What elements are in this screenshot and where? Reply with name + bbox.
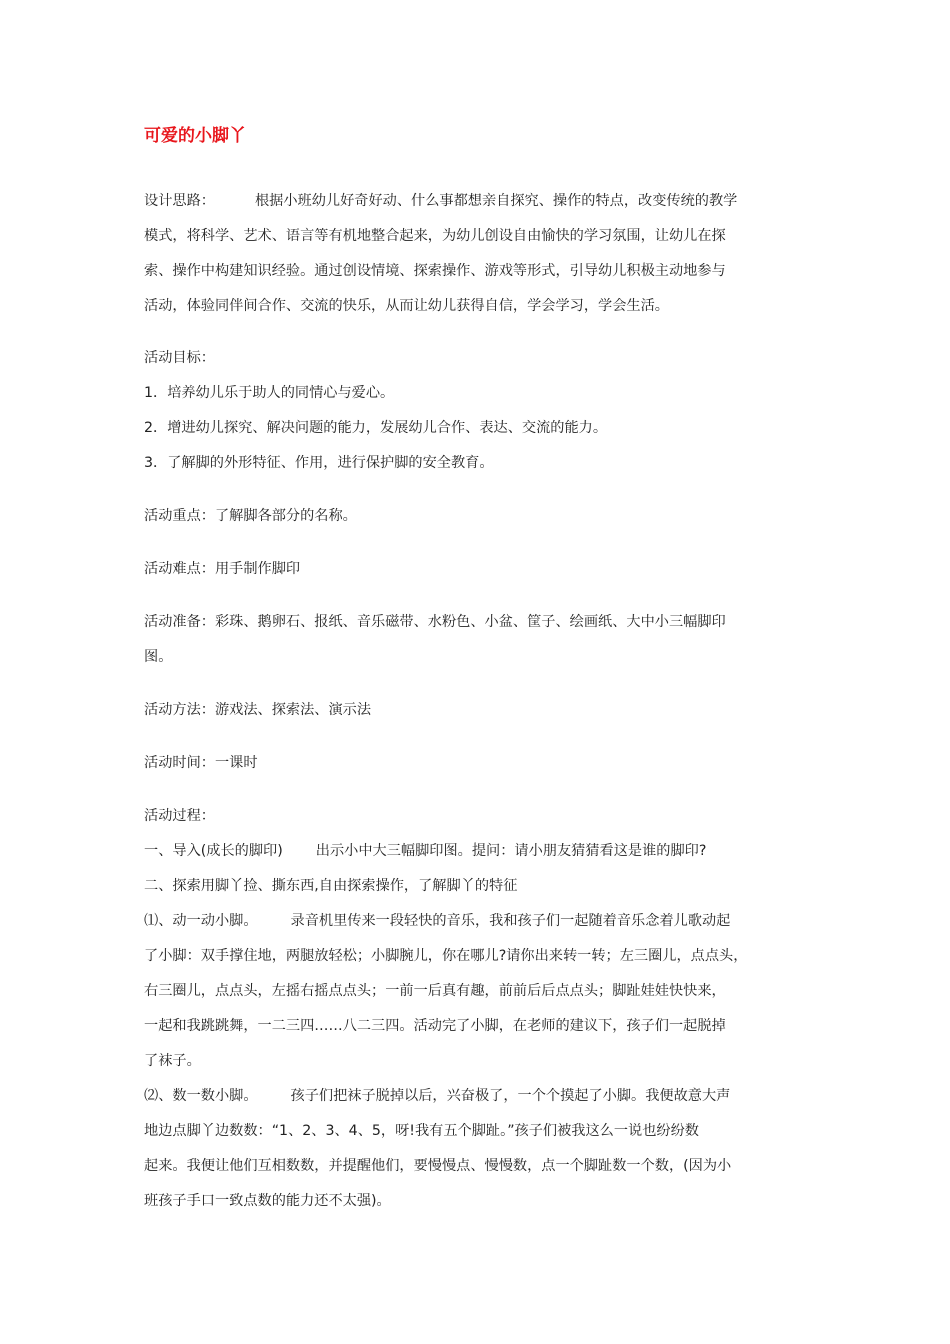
sub2-line: 地边点脚丫边数数：“1、2、3、4、5，呀!我有五个脚趾。”孩子们被我这么一说也纷纷数 bbox=[144, 1123, 699, 1139]
sub1-line: 一起和我跳跳舞，一二三四……八二三四。活动完了小脚，在老师的建议下，孩子们一起脱掉 bbox=[144, 1018, 726, 1034]
process-section bbox=[144, 799, 819, 1219]
design-label: 设计思路： bbox=[144, 193, 215, 209]
sub1-line: 了小脚：双手撑住地，两腿放轻松；小脚腕儿，你在哪儿?请你出来转一转；左三圈儿，点点头， bbox=[144, 948, 748, 964]
preparation-line: 图。 bbox=[144, 649, 173, 665]
step1-body: 出示小中大三幅脚印图。提问：请小朋友猜猜看这是谁的脚印? bbox=[315, 843, 707, 859]
time: 活动时间：一课时 bbox=[144, 755, 258, 771]
sub1-line: 录音机里传来一段轻快的音乐，我和孩子们一起随着音乐念着儿歌动起 bbox=[290, 913, 731, 929]
preparation-section bbox=[144, 605, 819, 675]
design-line: 活动，体验同伴间合作、交流的快乐，从而让幼儿获得自信，学会学习，学会生活。 bbox=[144, 298, 669, 314]
goal-item: 2．增进幼儿探究、解决问题的能力，发展幼儿合作、表达、交流的能力。 bbox=[144, 420, 608, 436]
step1-head: 一、导入(成长的脚印) bbox=[144, 843, 283, 859]
goal-item: 1．培养幼儿乐于助人的同情心与爱心。 bbox=[144, 385, 395, 401]
document-page bbox=[144, 118, 819, 1219]
key-point: 活动重点：了解脚各部分的名称。 bbox=[144, 508, 357, 524]
sub1-head: ⑴、动一动小脚。 bbox=[144, 913, 258, 929]
design-line: 根据小班幼儿好奇好动、什么事都想亲自探究、操作的特点，改变传统的教学 bbox=[254, 193, 738, 209]
sub2-line: 孩子们把袜子脱掉以后，兴奋极了，一个个摸起了小脚。我便故意大声 bbox=[290, 1088, 731, 1104]
goal-item: 3．了解脚的外形特征、作用，进行保护脚的安全教育。 bbox=[144, 455, 494, 471]
process-label: 活动过程： bbox=[144, 808, 215, 824]
preparation-line: 活动准备：彩珠、鹅卵石、报纸、音乐磁带、水粉色、小盆、筐子、绘画纸、大中小三幅脚印 bbox=[144, 614, 726, 630]
design-line: 索、操作中构建知识经验。通过创设情境、探索操作、游戏等形式，引导幼儿积极主动地参与 bbox=[144, 263, 726, 279]
document-title: 可爱的小脚丫 bbox=[144, 126, 246, 146]
goals-section bbox=[144, 341, 819, 481]
sub2-head: ⑵、数一数小脚。 bbox=[144, 1088, 258, 1104]
sub1-line: 右三圈儿，点点头，左摇右摇点点头；一前一后真有趣，前前后后点点头；脚趾娃娃快快来， bbox=[144, 983, 726, 999]
difficulty: 活动难点：用手制作脚印 bbox=[144, 561, 301, 577]
step2: 二、探索用脚丫捡、撕东西,自由探索操作，了解脚丫的特征 bbox=[144, 878, 518, 894]
sub2-line: 起来。我便让他们互相数数，并提醒他们，要慢慢点、慢慢数，点一个脚趾数一个数，(因为小 bbox=[144, 1158, 732, 1174]
goals-label: 活动目标： bbox=[144, 350, 215, 366]
method: 活动方法：游戏法、探索法、演示法 bbox=[144, 702, 372, 718]
design-line: 模式，将科学、艺术、语言等有机地整合起来，为幼儿创设自由愉快的学习氛围，让幼儿在探 bbox=[144, 228, 726, 244]
sub1-line: 了袜子。 bbox=[144, 1053, 201, 1069]
sub2-line: 班孩子手口一致点数的能力还不太强)。 bbox=[144, 1193, 391, 1209]
design-section bbox=[144, 184, 819, 324]
